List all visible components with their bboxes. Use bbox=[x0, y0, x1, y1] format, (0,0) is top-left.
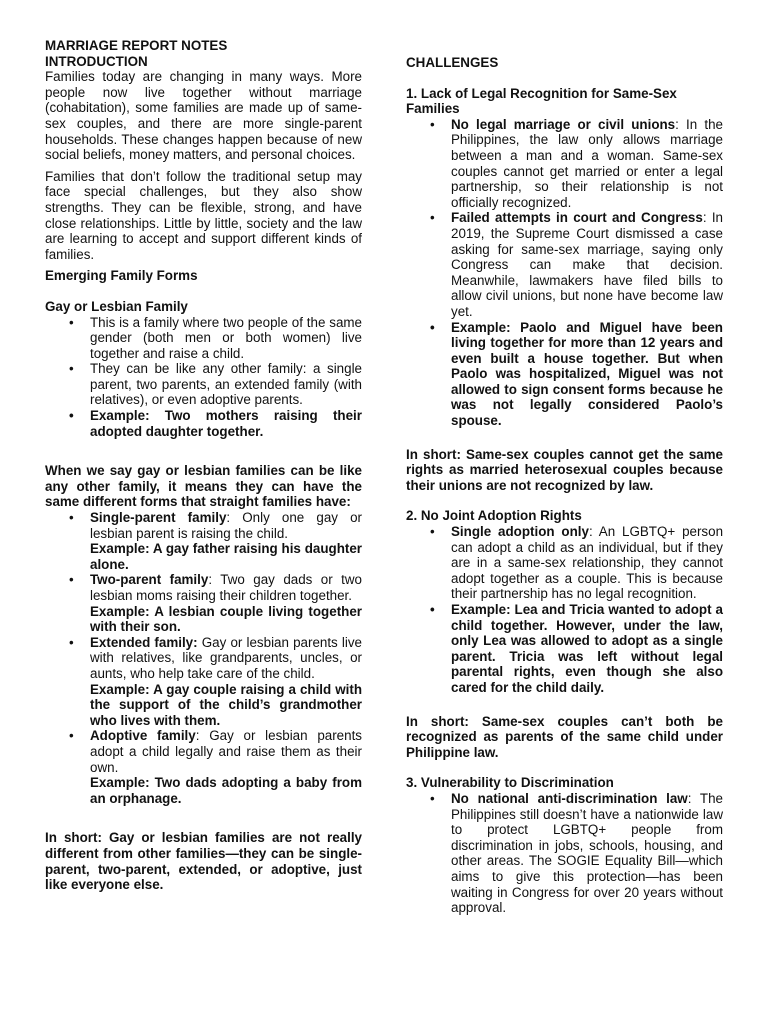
challenge-1-heading: 1. Lack of Legal Recognition for Same-Sex Families bbox=[406, 85, 677, 117]
challenge-2-list bbox=[406, 524, 723, 696]
form-label: Single-parent family bbox=[90, 510, 227, 526]
form-label: Extended family: bbox=[90, 634, 198, 650]
challenge-1-summary: In short: Same-sex couples cannot get the same rights as married heterosexual couples because their unions are not recognized by law. bbox=[406, 446, 723, 493]
challenge-2-summary: In short: Same-sex couples can’t both be recognized as parents of the same child under Philippine law. bbox=[406, 713, 723, 760]
challenge-1-list bbox=[406, 117, 723, 429]
document-title: MARRIAGE REPORT NOTES bbox=[45, 38, 228, 53]
list-item-example: • Example: Paolo and Miguel have been living together for more than 12 years and even built a house together. But when Paolo was hospitalized, Miguel was not allowed to sign consent forms because he was not legally considered Paolo’s spouse. bbox=[451, 320, 723, 429]
left-summary: In short: Gay or lesbian families are not really different from other families—they can be single-parent, two-parent, extended, or adoptive, just like everyone else. bbox=[45, 830, 362, 893]
list-item: • Single-parent family: Only one gay or lesbian parent is raising the child. Example: A gay father raising his daughter alone. bbox=[90, 510, 362, 572]
form-example: Example: A lesbian couple living together with their son. bbox=[90, 603, 362, 635]
gay-lesbian-family-list bbox=[45, 315, 362, 440]
list-item-example: • Example: Two mothers raising their adopted daughter together. bbox=[90, 408, 362, 439]
list-item: • Single adoption only: An LGBTQ+ person can adopt a child as an individual, but if they are in a same-sex relationship, they cannot adopt together as a couple. This is because their partnership has no legal recognition. bbox=[451, 524, 723, 602]
challenge-3-list bbox=[406, 791, 723, 916]
list-item: • They can be like any other family: a single parent, two parents, an extended family (with relatives), or even adoptive parents. bbox=[90, 361, 362, 408]
list-item: • No legal marriage or civil unions: In the Philippines, the law only allows marriage between a man and a woman. Same-sex couples cannot get married or enter a legal partnership, so their relationship is not officially recognized. bbox=[451, 117, 723, 211]
item-label: No legal marriage or civil unions bbox=[451, 116, 676, 132]
emerging-forms-heading: Emerging Family Forms bbox=[45, 268, 198, 284]
item-text: In the Philippines, the law only allows marriage between a man and a woman. Same-sex couples cannot get married or enter a legal partnership, so their relationship is not officially recognized. bbox=[451, 116, 723, 210]
form-example: Example: Two dads adopting a baby from an orphanage. bbox=[90, 775, 362, 806]
list-item: • No national anti-discrimination law: The Philippines still doesn’t have a nationwide law to protect LGBTQ+ people from discrimination in jobs, schools, housing, and other areas. The SOGIE Equality Bill—which aims to give this protection—has been waiting in Congress for over 20 years without approval. bbox=[451, 791, 723, 916]
form-description: Gay or lesbian parents live with relatives, like grandparents, uncles, or aunts, who help take care of the child. bbox=[90, 634, 362, 681]
left-column bbox=[45, 38, 362, 893]
family-forms-list bbox=[45, 510, 362, 806]
list-item: • Failed attempts in court and Congress: In 2019, the Supreme Court dismissed a case asking for same-sex marriage, saying only Congress can make that decision. Meanwhile, lawmakers have filed bills to allow civil unions, but none have become law yet. bbox=[451, 210, 723, 319]
challenges-heading: CHALLENGES bbox=[406, 55, 499, 70]
right-column bbox=[406, 55, 723, 916]
item-label: Single adoption only bbox=[451, 524, 589, 540]
list-item: • Two-parent family: Two gay dads or two lesbian moms raising their children together. Example: A lesbian couple living together with their son. bbox=[90, 572, 362, 634]
challenge-2-heading: 2. No Joint Adoption Rights bbox=[406, 508, 582, 524]
form-label: Two-parent family bbox=[90, 572, 209, 588]
form-description: Only one gay or lesbian parent is raising the child. bbox=[90, 510, 362, 541]
item-text: In 2019, the Supreme Court dismissed a case asking for same-sex marriage, saying only Congress can make that decision. Meanwhile, lawmakers have filed bills to allow civil unions, but none have become law yet. bbox=[451, 210, 723, 319]
intro-paragraph-2: Families that don’t follow the traditional setup may face special challenges, but they also show strengths. They can be flexible, strong, and have close relationships. Little by little, society and the law are learning to accept and support different kinds of families. bbox=[45, 168, 362, 262]
list-item: • This is a family where two people of the same gender (both men or both women) live together and raise a child. bbox=[90, 315, 362, 362]
form-description: Gay or lesbian parents adopt a child legally and raise them as their own. bbox=[90, 728, 362, 775]
form-description: Two gay dads or two lesbian moms raising their children together. bbox=[90, 572, 363, 603]
item-label: No national anti-discrimination law bbox=[451, 790, 688, 806]
item-text: The Philippines still doesn’t have a nationwide law to protect LGBTQ+ people from discrimination in jobs, schools, housing, and other areas. The SOGIE Equality Bill—which aims to give this protection—has been waiting in Congress for over 20 years without approval. bbox=[451, 790, 723, 916]
list-item-example: • Example: Lea and Tricia wanted to adopt a child together. However, under the law, only Lea was allowed to adopt as a single parent. Tricia was left without legal parental rights, even though she also cared for the child daily. bbox=[451, 602, 723, 696]
form-label: Adoptive family bbox=[90, 728, 196, 744]
form-example: Example: A gay couple raising a child with the support of the child’s grandmother who lives with them. bbox=[90, 681, 362, 728]
list-item bbox=[90, 635, 362, 729]
item-label: Failed attempts in court and Congress bbox=[451, 210, 703, 226]
challenge-3-heading: 3. Vulnerability to Discrimination bbox=[406, 775, 614, 791]
gay-lesbian-family-heading: Gay or Lesbian Family bbox=[45, 298, 188, 314]
list-item: • Adoptive family: Gay or lesbian parents adopt a child legally and raise them as their own. Example: Two dads adopting a baby from an orphanage. bbox=[90, 728, 362, 806]
form-example: Example: A gay father raising his daughter alone. bbox=[90, 541, 362, 572]
item-text: An LGBTQ+ person can adopt a child as an individual, but if they are in a same-sex relationship, they cannot adopt together as a couple. This is because their partnership has no legal recognition. bbox=[451, 524, 724, 602]
introduction-heading: INTRODUCTION bbox=[45, 53, 148, 69]
intro-paragraph-1: Families today are changing in many ways. More people now live together without marriage (cohabitation), some families are made up of same-sex couples, and there are more single-parent households. These changes happen because of new social beliefs, money matters, and personal choices. bbox=[45, 69, 362, 163]
family-forms-intro: When we say gay or lesbian families can be like any other family, it means they can have the same different forms that straight families have: bbox=[45, 463, 362, 510]
